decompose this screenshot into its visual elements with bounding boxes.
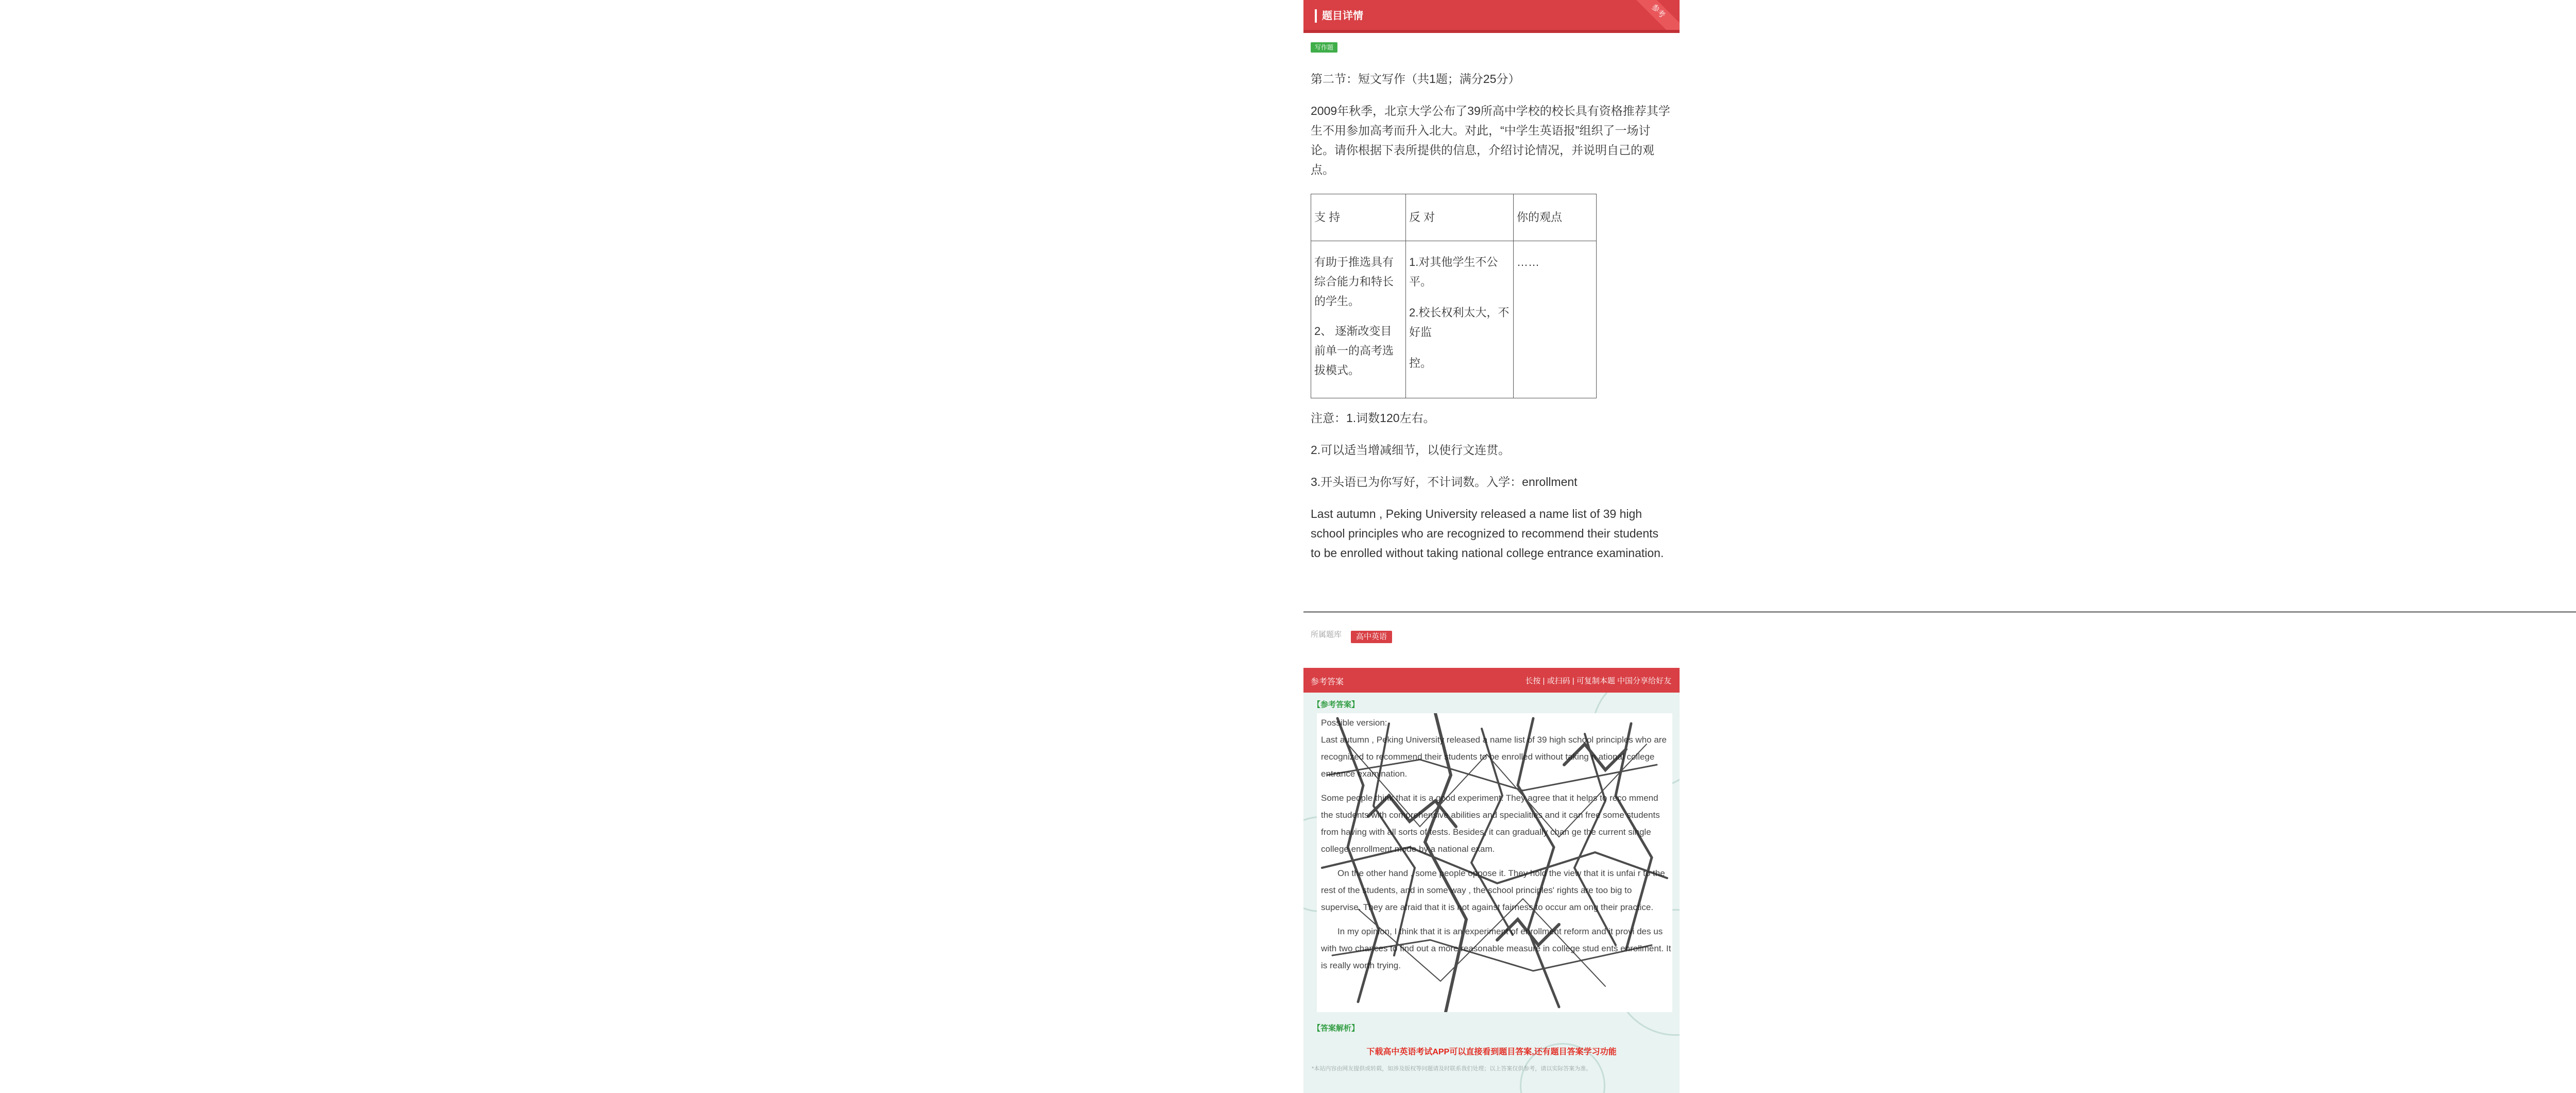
table-header-row (1311, 194, 1597, 241)
opinion-cell (1514, 241, 1597, 398)
opening-text: Last autumn , Peking University released a name list of 39 high school principles who are recognized to recommend their students to be enrolled without taking national college entrance examination. (1311, 507, 1664, 560)
section-divider (1303, 611, 2576, 613)
disclaimer: *本站内容由网友提供或转载，如涉及版权等问题请及时联系我们处理；以上答案仅供参考，请以实际答案为准。 (1312, 1066, 1592, 1072)
analysis-label: 【答案解析】 (1313, 1024, 1360, 1033)
note-line: 注意：1.词数120左右。 (1311, 411, 1435, 425)
answer-paragraph: In my opinion, I think that it is an experiment of enrollment reform and it provi des us with two chances to find out a more reasonable measure in college stud ents enrollment. It is really worth trying. (1321, 927, 1671, 970)
answer-panel (1303, 693, 1680, 1093)
answer-bar-title: 参考答案 (1311, 678, 1344, 686)
header-underline (1303, 30, 1680, 33)
oppose-point: 2.校长权利太大，不好监 (1409, 306, 1510, 339)
subject-tag[interactable]: 高中英语 (1351, 631, 1392, 643)
share-hint[interactable]: 长按 | 或扫码 | 可复制本题 中国分享给好友 (1525, 677, 1671, 685)
answer-paragraph: Last autumn , Peking University released a name list of 39 high school principles who are recognized to recommend their students to be enrolled without taking n ational college entrance examination. (1321, 735, 1667, 779)
table-header-cell: 你的观点 (1514, 194, 1597, 241)
app-download-link[interactable]: 下载高中英语考试APP可以直接看到题目答案,还有题目答案学习功能 (1366, 1048, 1617, 1056)
table-header-cell: 反 对 (1406, 194, 1514, 241)
answer-bar (1303, 668, 1680, 693)
support-cell (1311, 241, 1406, 398)
table-row (1311, 241, 1597, 398)
oppose-point: 1.对其他学生不公平。 (1409, 256, 1498, 288)
note-line: 3.开头语已为你写好，不计词数。入学：enrollment (1311, 475, 1578, 489)
detail-header (1303, 0, 1680, 33)
section-title: 第二节：短文写作（共1题；满分25分） (1311, 72, 1520, 86)
handwriting-overlay (1317, 713, 1672, 1012)
answer-paragraph: On the other hand , some people oppose it. They hold the view that it is unfai r to the rest of the students, and in some way , the school principles' rights are too big to supervise. They are afraid that it is not against fairness to occur am ong their practice. (1321, 868, 1665, 912)
answer-text-box (1317, 713, 1672, 1012)
support-point: 有助于推选具有综合能力和特长的学生。 (1314, 256, 1394, 308)
header-title: 题目详情 (1315, 9, 1363, 23)
question-type-badge: 写作题 (1311, 42, 1337, 53)
answer-paragraph: Possible version: (1321, 718, 1387, 728)
info-table (1311, 194, 1597, 398)
question-column (1303, 0, 1680, 1072)
oppose-cell (1406, 241, 1514, 398)
oppose-point: 控。 (1409, 357, 1432, 369)
answer-paragraph: Some people think that it is a good experiment. They agree that it helps to reco mmend the students with comprehensive abilities and specialities and it can free some students from having with all sorts of tests. Besides, it can gradually chan ge the current single college enrollment mode by a national exam. (1321, 793, 1660, 854)
answer-label: 【参考答案】 (1313, 700, 1360, 709)
table-header-cell: 支 持 (1311, 194, 1406, 241)
support-point: 2、 逐渐改变目前单一的高考选拔模式。 (1314, 325, 1394, 377)
opinion-text: …… (1517, 256, 1539, 268)
question-prompt: 2009年秋季，北京大学公布了39所高中学校的校长具有资格推荐其学生不用参加高考而升入北大。对此，“中学生英语报”组织了一场讨论。请你根据下表所提供的信息，介绍讨论情况，并说明自己的观点。 (1311, 104, 1670, 176)
corner-ribbon: 参考 (1628, 0, 1680, 33)
source-label: 所属题库 (1311, 630, 1342, 639)
note-line: 2.可以适当增减细节，以使行文连贯。 (1311, 443, 1511, 457)
